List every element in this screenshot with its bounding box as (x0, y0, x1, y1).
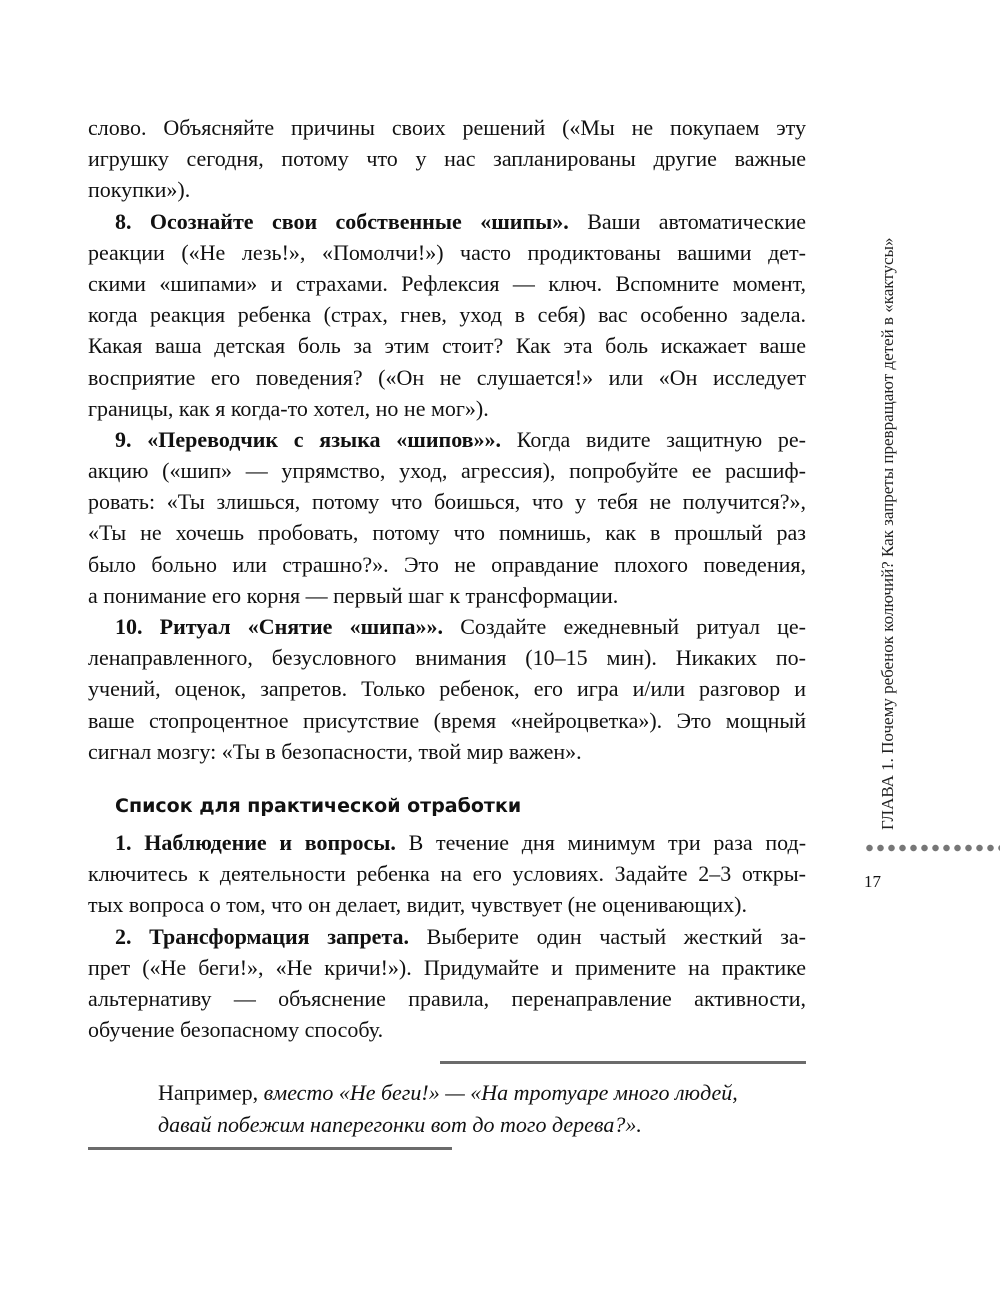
paragraph-lead: 10. Ритуал «Снятие «шипа»». (115, 614, 444, 639)
line-text: покупки»). (88, 177, 191, 203)
line-text: границы, как я когда-то хотел, но не мог»). (88, 395, 489, 421)
text-line (88, 206, 806, 237)
line-text: альтернативу — объяснение правила, перенаправление активности, (88, 985, 806, 1011)
line-text: реакции («Не лезь!», «Помолчи!») часто продиктованы вашими дет- (88, 239, 806, 265)
example-top-rule (440, 1061, 806, 1064)
text-line (88, 143, 806, 174)
line-text: обучение безопасному способу. (88, 1017, 384, 1043)
example-line-2: давай побежим наперегонки вот до того дерева?». (158, 1112, 642, 1137)
line-text: ровать: «Ты злишься, потому что боишься, что у тебя не получится?», (88, 489, 806, 515)
line-text: скими «шипами» и страхами. Рефлексия — ключ. Вспомните момент, (88, 270, 806, 296)
line-text: восприятие его поведения? («Он не слушается!» или «Он исследует (88, 364, 806, 390)
line-text: Выберите один частый жесткий за- (426, 923, 806, 949)
text-line (88, 424, 806, 455)
line-text: В течение дня минимум три раза под- (408, 830, 807, 855)
paragraph (88, 112, 806, 206)
line-text: «Ты не хочешь пробовать, потому что помнишь, как в прошлый раз (88, 520, 806, 546)
example-bottom-rule (88, 1147, 452, 1150)
example-box (158, 1077, 738, 1141)
line-text: Когда видите защитную ре- (516, 426, 807, 452)
text-line (88, 858, 806, 889)
paragraph (88, 611, 806, 767)
line-text: Какая ваша детская боль за этим стоит? Как эта боль искажает ваше (88, 333, 806, 359)
paragraph (88, 827, 806, 921)
text-line (88, 673, 806, 704)
paragraph-lead: 2. Трансформация запрета. (115, 923, 410, 949)
line-text: Ваши автоматические (587, 208, 807, 234)
line-text: прет («Не беги!», «Не кричи!»). Придумайте и примените на практике (88, 954, 806, 980)
paragraph-lead: 8. Осознайте свои собственные «шипы». (115, 208, 569, 234)
text-line (88, 611, 806, 642)
text-line (88, 736, 806, 767)
text-line (88, 237, 806, 268)
paragraph-lead: 1. Наблюдение и вопросы. (115, 830, 396, 855)
text-line (88, 174, 806, 205)
line-text: акцию («шип» — упрямство, уход, агрессия), попробуйте ее расшиф- (88, 458, 806, 484)
line-text: было больно или страшно?». Это не оправдание плохого поведения, (88, 551, 806, 577)
line-text: игрушку сегодня, потому что у нас запланированы другие важные (88, 146, 806, 172)
text-line (88, 486, 806, 517)
bottom-text-block (88, 827, 806, 1045)
paragraph (88, 206, 806, 424)
text-line (88, 952, 806, 983)
example-prefix: Например, (158, 1080, 264, 1105)
page-number: 17 (864, 872, 881, 891)
line-text: слово. Объясняйте причины своих решений («Мы не покупаем эту (88, 115, 806, 140)
line-text: ключитесь к деятельности ребенка на его условиях. Задайте 2–3 откры- (88, 861, 806, 887)
text-line (88, 642, 806, 673)
line-text: учений, оценок, запретов. Только ребенок, его игра и/или разговор и (88, 676, 806, 702)
text-line (88, 580, 806, 611)
line-text: ваше стопроцентное присутствие (время «нейроцветка»). Это мощный (88, 707, 806, 733)
paragraph (88, 921, 806, 1046)
line-text: ленаправленного, безусловного внимания (10–15 мин). Никаких по- (88, 645, 806, 671)
line-text: сигнал мозгу: «Ты в безопасности, твой мир важен». (88, 738, 582, 764)
text-line (88, 330, 806, 361)
line-text: когда реакция ребенка (страх, гнев, уход в себя) вас особенно задела. (88, 302, 806, 328)
text-line (88, 455, 806, 486)
running-header: ГЛАВА 1. Почему ребенок колючий? Как запреты превращают детей в «кактусы» (878, 237, 897, 830)
text-line (88, 1014, 806, 1045)
line-text: Создайте ежедневный ритуал це- (460, 614, 806, 639)
paragraph (88, 424, 806, 611)
text-line (88, 827, 806, 858)
text-line (88, 983, 806, 1014)
text-line (88, 705, 806, 736)
text-line (88, 549, 806, 580)
text-line (88, 362, 806, 393)
top-text-block (88, 112, 806, 767)
text-line (88, 517, 806, 548)
line-text: тых вопроса о том, что он делает, видит, чувствует (не оценивающих). (88, 892, 747, 918)
dotted-divider (864, 844, 1000, 852)
text-line (88, 921, 806, 952)
section-heading: Список для практической отработки (115, 795, 522, 817)
example-line-1: вместо «Не беги!» — «На тротуаре много людей, (263, 1080, 738, 1105)
text-line (88, 299, 806, 330)
text-line (88, 112, 806, 143)
text-line (88, 268, 806, 299)
paragraph-lead: 9. «Переводчик с языка «шипов»». (115, 426, 502, 452)
line-text: а понимание его корня — первый шаг к трансформации. (88, 582, 619, 608)
text-line (88, 393, 806, 424)
text-line (88, 889, 806, 920)
